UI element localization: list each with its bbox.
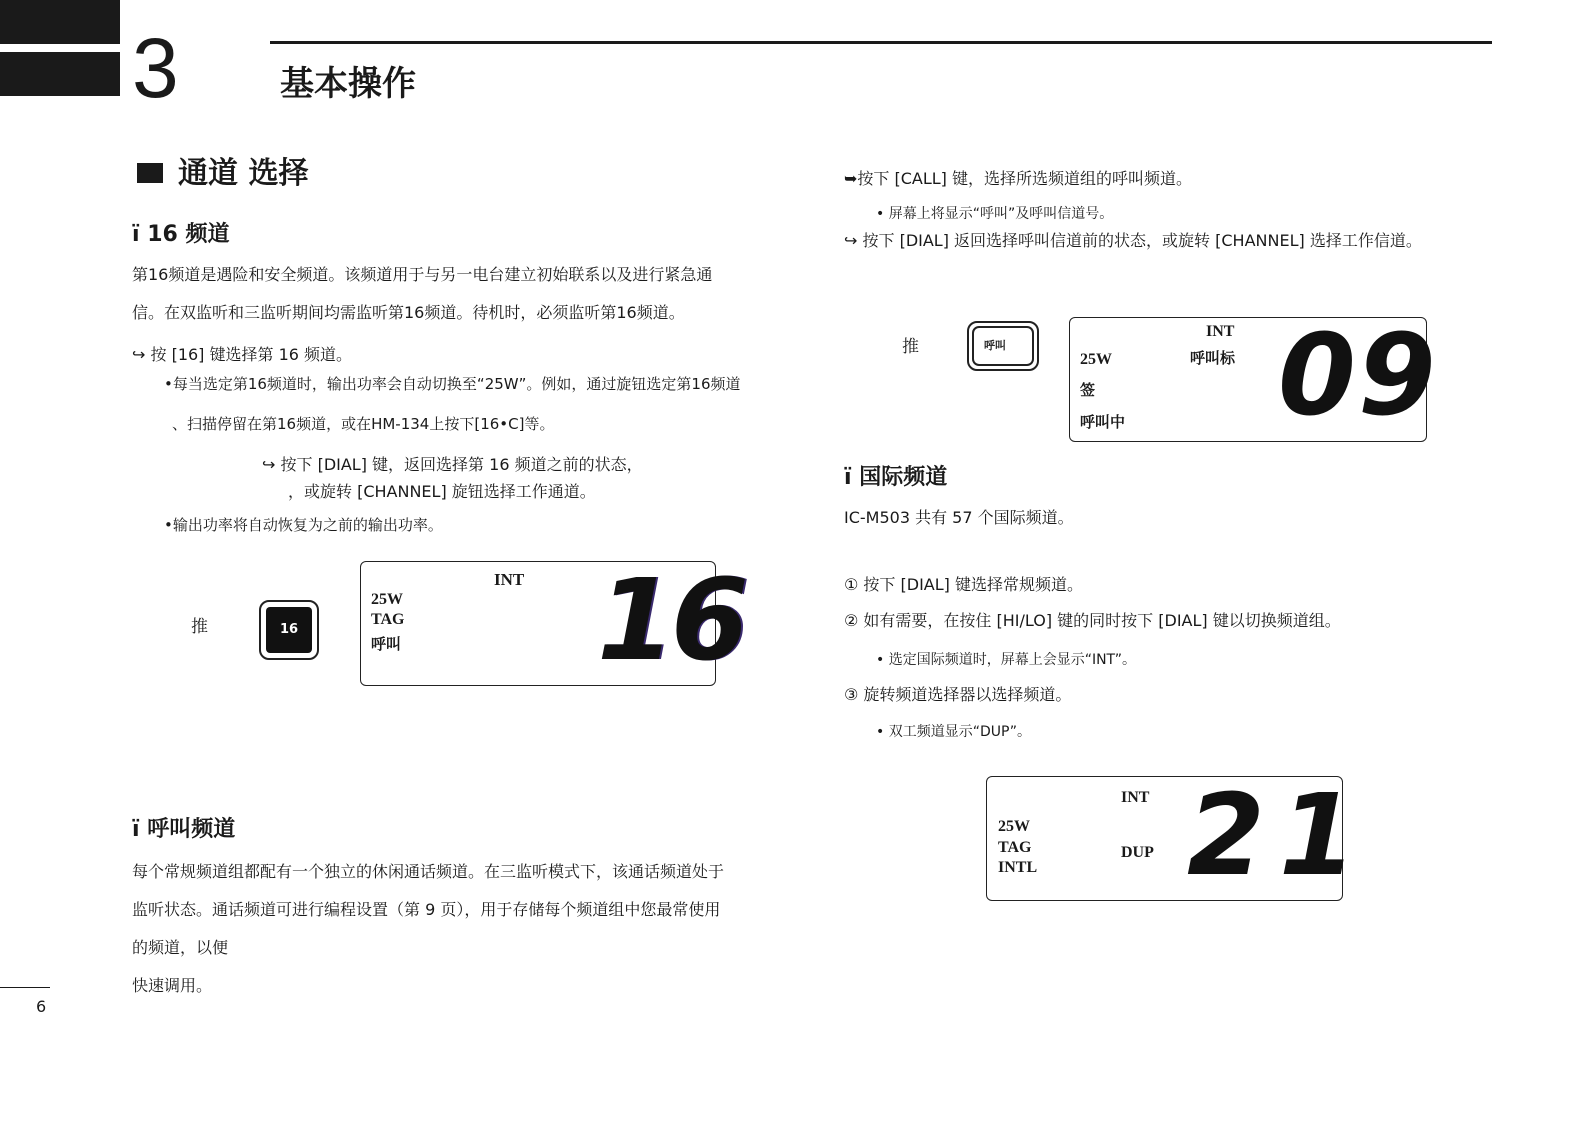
intl-lcd-int: INT — [1121, 789, 1150, 806]
intl-step1: ① 按下 [DIAL] 键选择常规频道。 — [844, 575, 1083, 594]
intl-lcd-power: 25W — [998, 818, 1030, 835]
chapter-tab-bar-top — [0, 0, 120, 44]
call-lcd-call-tag: 呼叫标 — [1190, 349, 1236, 367]
ch16-button-illustration — [259, 600, 319, 660]
ch16-lcd-channel-digits: 16 — [597, 556, 745, 686]
chapter-number: 3 — [132, 21, 179, 115]
ch16-lcd-tag: TAG — [371, 611, 405, 628]
call-lcd-int: INT — [1206, 323, 1235, 340]
call-step2: ↪ 按下 [DIAL] 返回选择呼叫信道前的状态，或旋转 [CHANNEL] 选择工作信道。 — [844, 231, 1422, 250]
ch16-paragraph-line2: 信。在双监听和三监听期间均需监听第16频道。待机时，必须监听第16频道。 — [132, 303, 685, 322]
ch16-bullet2: •输出功率将自动恢复为之前的输出功率。 — [164, 516, 443, 534]
section-square-icon — [137, 163, 163, 183]
ch16-lcd-display — [360, 556, 745, 686]
page-number-rule — [0, 987, 50, 988]
intl-heading: ï 国际频道 — [844, 465, 948, 490]
call-paragraph-line4: 快速调用。 — [132, 976, 213, 995]
call-lcd-tag2: 签 — [1080, 381, 1096, 399]
ch16-lcd-power: 25W — [371, 591, 403, 608]
call-bullet1: • 屏幕上将显示“呼叫”及呼叫信道号。 — [876, 206, 1114, 222]
call-push-label: 推 — [902, 337, 919, 357]
ch16-step1: ↪ 按 [16] 键选择第 16 频道。 — [132, 345, 353, 364]
ch16-bullet1-line1: •每当选定第16频道时，输出功率会自动切换至“25W”。例如，通过旋钮选定第16频道 — [164, 375, 741, 393]
page-number: 6 — [36, 997, 47, 1016]
call-paragraph-line3: 的频道，以便 — [132, 938, 229, 957]
intl-lcd-channel-digits: 21 — [1187, 771, 1371, 901]
intl-lcd-tag: TAG — [998, 839, 1032, 856]
call-step1: ➥按下 [CALL] 键，选择所选频道组的呼叫频道。 — [844, 169, 1193, 188]
ch16-step2-line1: ↪ 按下 [DIAL] 键，返回选择第 16 频道之前的状态， — [262, 455, 643, 474]
ch16-button-key: 16 — [266, 607, 312, 653]
ch16-lcd-int: INT — [494, 570, 525, 589]
call-heading: ï 呼叫频道 — [132, 817, 236, 842]
ch16-step2-line2: ，或旋转 [CHANNEL] 旋钮选择工作通道。 — [288, 482, 596, 501]
intl-intro: IC-M503 共有 57 个国际频道。 — [844, 508, 1074, 527]
intl-lcd-intl: INTL — [998, 859, 1038, 876]
call-button-key: 呼叫 — [972, 326, 1034, 366]
call-lcd-channel-digits: 09 — [1278, 311, 1438, 441]
chapter-title: 基本操作 — [280, 64, 416, 104]
ch16-heading: ï 16 频道 — [132, 222, 230, 247]
ch16-lcd-call: 呼叫 — [371, 635, 402, 653]
intl-step2: ② 如有需要，在按住 [HI/LO] 键的同时按下 [DIAL] 键以切换频道组。 — [844, 611, 1341, 630]
chapter-tab-bar-bottom — [0, 52, 120, 96]
call-lcd-power: 25W — [1080, 351, 1112, 368]
ch16-push-label: 推 — [191, 617, 208, 637]
intl-lcd-display — [986, 771, 1371, 901]
ch16-bullet1-line2: 、扫描停留在第16频道，或在HM-134上按下[16•C]等。 — [172, 415, 555, 433]
section-title: 通道 选择 — [178, 156, 309, 191]
call-lcd-calling: 呼叫中 — [1080, 413, 1126, 431]
intl-bullet3: • 双工频道显示“DUP”。 — [876, 724, 1031, 740]
intl-step3: ③ 旋转频道选择器以选择频道。 — [844, 685, 1072, 704]
intl-bullet2: • 选定国际频道时，屏幕上会显示“INT”。 — [876, 652, 1137, 668]
call-button-illustration — [967, 321, 1039, 371]
call-paragraph-line1: 每个常规频道组都配有一个独立的休闲通话频道。在三监听模式下，该通话频道处于 — [132, 862, 725, 881]
ch16-paragraph-line1: 第16频道是遇险和安全频道。该频道用于与另一电台建立初始联系以及进行紧急通 — [132, 265, 713, 284]
call-lcd-display — [1069, 311, 1438, 442]
call-paragraph-line2: 监听状态。通话频道可进行编程设置（第 9 页），用于存储每个频道组中您最常使用 — [132, 900, 721, 919]
intl-lcd-dup: DUP — [1121, 844, 1154, 861]
header-rule — [270, 41, 1492, 44]
